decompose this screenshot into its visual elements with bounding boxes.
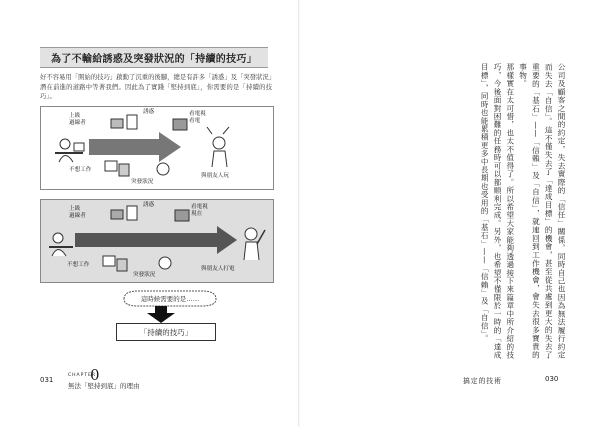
tv-icon <box>111 210 123 219</box>
label-superior: 上級 過線者 <box>69 113 86 126</box>
phone-icon <box>127 115 137 129</box>
worker-body <box>59 156 73 163</box>
section-title-bar <box>40 47 268 68</box>
happy-head <box>245 228 257 240</box>
tv-icon <box>111 119 123 128</box>
label-temptation: 誘惑 <box>143 109 155 115</box>
page-number-right: 030 <box>545 375 559 383</box>
desk <box>55 152 83 154</box>
conclusion-text: 「持續的技巧」 <box>139 328 193 337</box>
desk <box>49 246 73 248</box>
section-title: 為了不輸給誘惑及突發狀況的「持續的技巧」 <box>51 54 257 65</box>
game-icon <box>175 210 189 221</box>
conclusion-box <box>116 323 216 341</box>
book-icon <box>105 161 117 171</box>
worker-head <box>60 139 70 149</box>
illustration-panel-success <box>40 199 274 283</box>
down-arrow-icon <box>146 306 176 323</box>
label-want-watch: 看電視 現在 <box>191 204 208 217</box>
label-friend: 與朋友人打電 <box>201 266 235 272</box>
body-paragraph-1: 公司及顧客之間的約定，失去實際的「信任」關係，同時自己也因為無法履行約定而失去「自信」。這不僅失去了「達成目標」的機會，甚至從共處到更大的失去了重要的「基石」——「信賴」及「自信」，就連回到工作機會，會失去很多寶貴的事物。 <box>518 63 566 359</box>
chapter-number: 0 <box>90 366 100 384</box>
label-want-watch: 看電視 看電 <box>189 111 206 124</box>
worried-head <box>213 137 225 149</box>
stress-marks <box>207 127 229 134</box>
computer-icon <box>74 143 84 151</box>
snack-icon <box>119 164 129 176</box>
book-icon <box>103 256 115 266</box>
label-no-mood: 不想工作 <box>67 262 90 268</box>
body-paragraph-2: 那樣實在太可惜，也太不值得了。所以希望大家能夠透過接下來篇章中所介紹的技巧，今後面對困難的任務時可以都順利完成。另外，也希望不僅限於一時的「達成目標」，同時也能累積更多中長期也受用的「基石」——「信賴」及「自信」。 <box>480 63 515 359</box>
game-icon <box>173 119 187 130</box>
speech-text: 這時候需要的是…… <box>140 295 200 303</box>
running-head: 搞定的技術 <box>463 377 502 385</box>
chapter-title: 無法「堅持到底」的理由 <box>68 382 140 390</box>
snack-icon <box>117 259 127 271</box>
page-number-left: 031 <box>40 376 54 384</box>
progress-arrow-short <box>89 132 181 162</box>
intro-paragraph: 好不容易用「開始的技巧」啟動了沉重的後腳，總是有許多「誘惑」及「突發狀況」潛在前進的道路中等著我們。因此為了實踐「堅持到底」，你需要的是「持續的技巧」。 <box>40 74 272 100</box>
label-superior: 上級 過線者 <box>69 206 86 219</box>
label-no-mood: 不想工作 <box>69 167 92 173</box>
worker-head <box>53 233 63 243</box>
phone-icon <box>127 206 137 220</box>
raised-arm <box>257 230 265 244</box>
chapter-word: CHAPTER <box>68 373 97 378</box>
label-temptation: 誘惑 <box>143 202 155 208</box>
clock-icon <box>159 257 171 269</box>
illustration-panel-blocked <box>40 106 274 190</box>
vertical-body-text <box>337 63 567 359</box>
worker-body <box>52 250 66 257</box>
worried-body <box>212 151 227 167</box>
label-sudden: 突發狀況 <box>131 179 154 185</box>
progress-arrow-long <box>75 226 237 254</box>
label-sudden: 突發狀況 <box>133 272 156 278</box>
clock-icon <box>157 163 169 175</box>
happy-body <box>244 242 259 260</box>
label-friend: 與朋友人玩 <box>201 173 229 179</box>
